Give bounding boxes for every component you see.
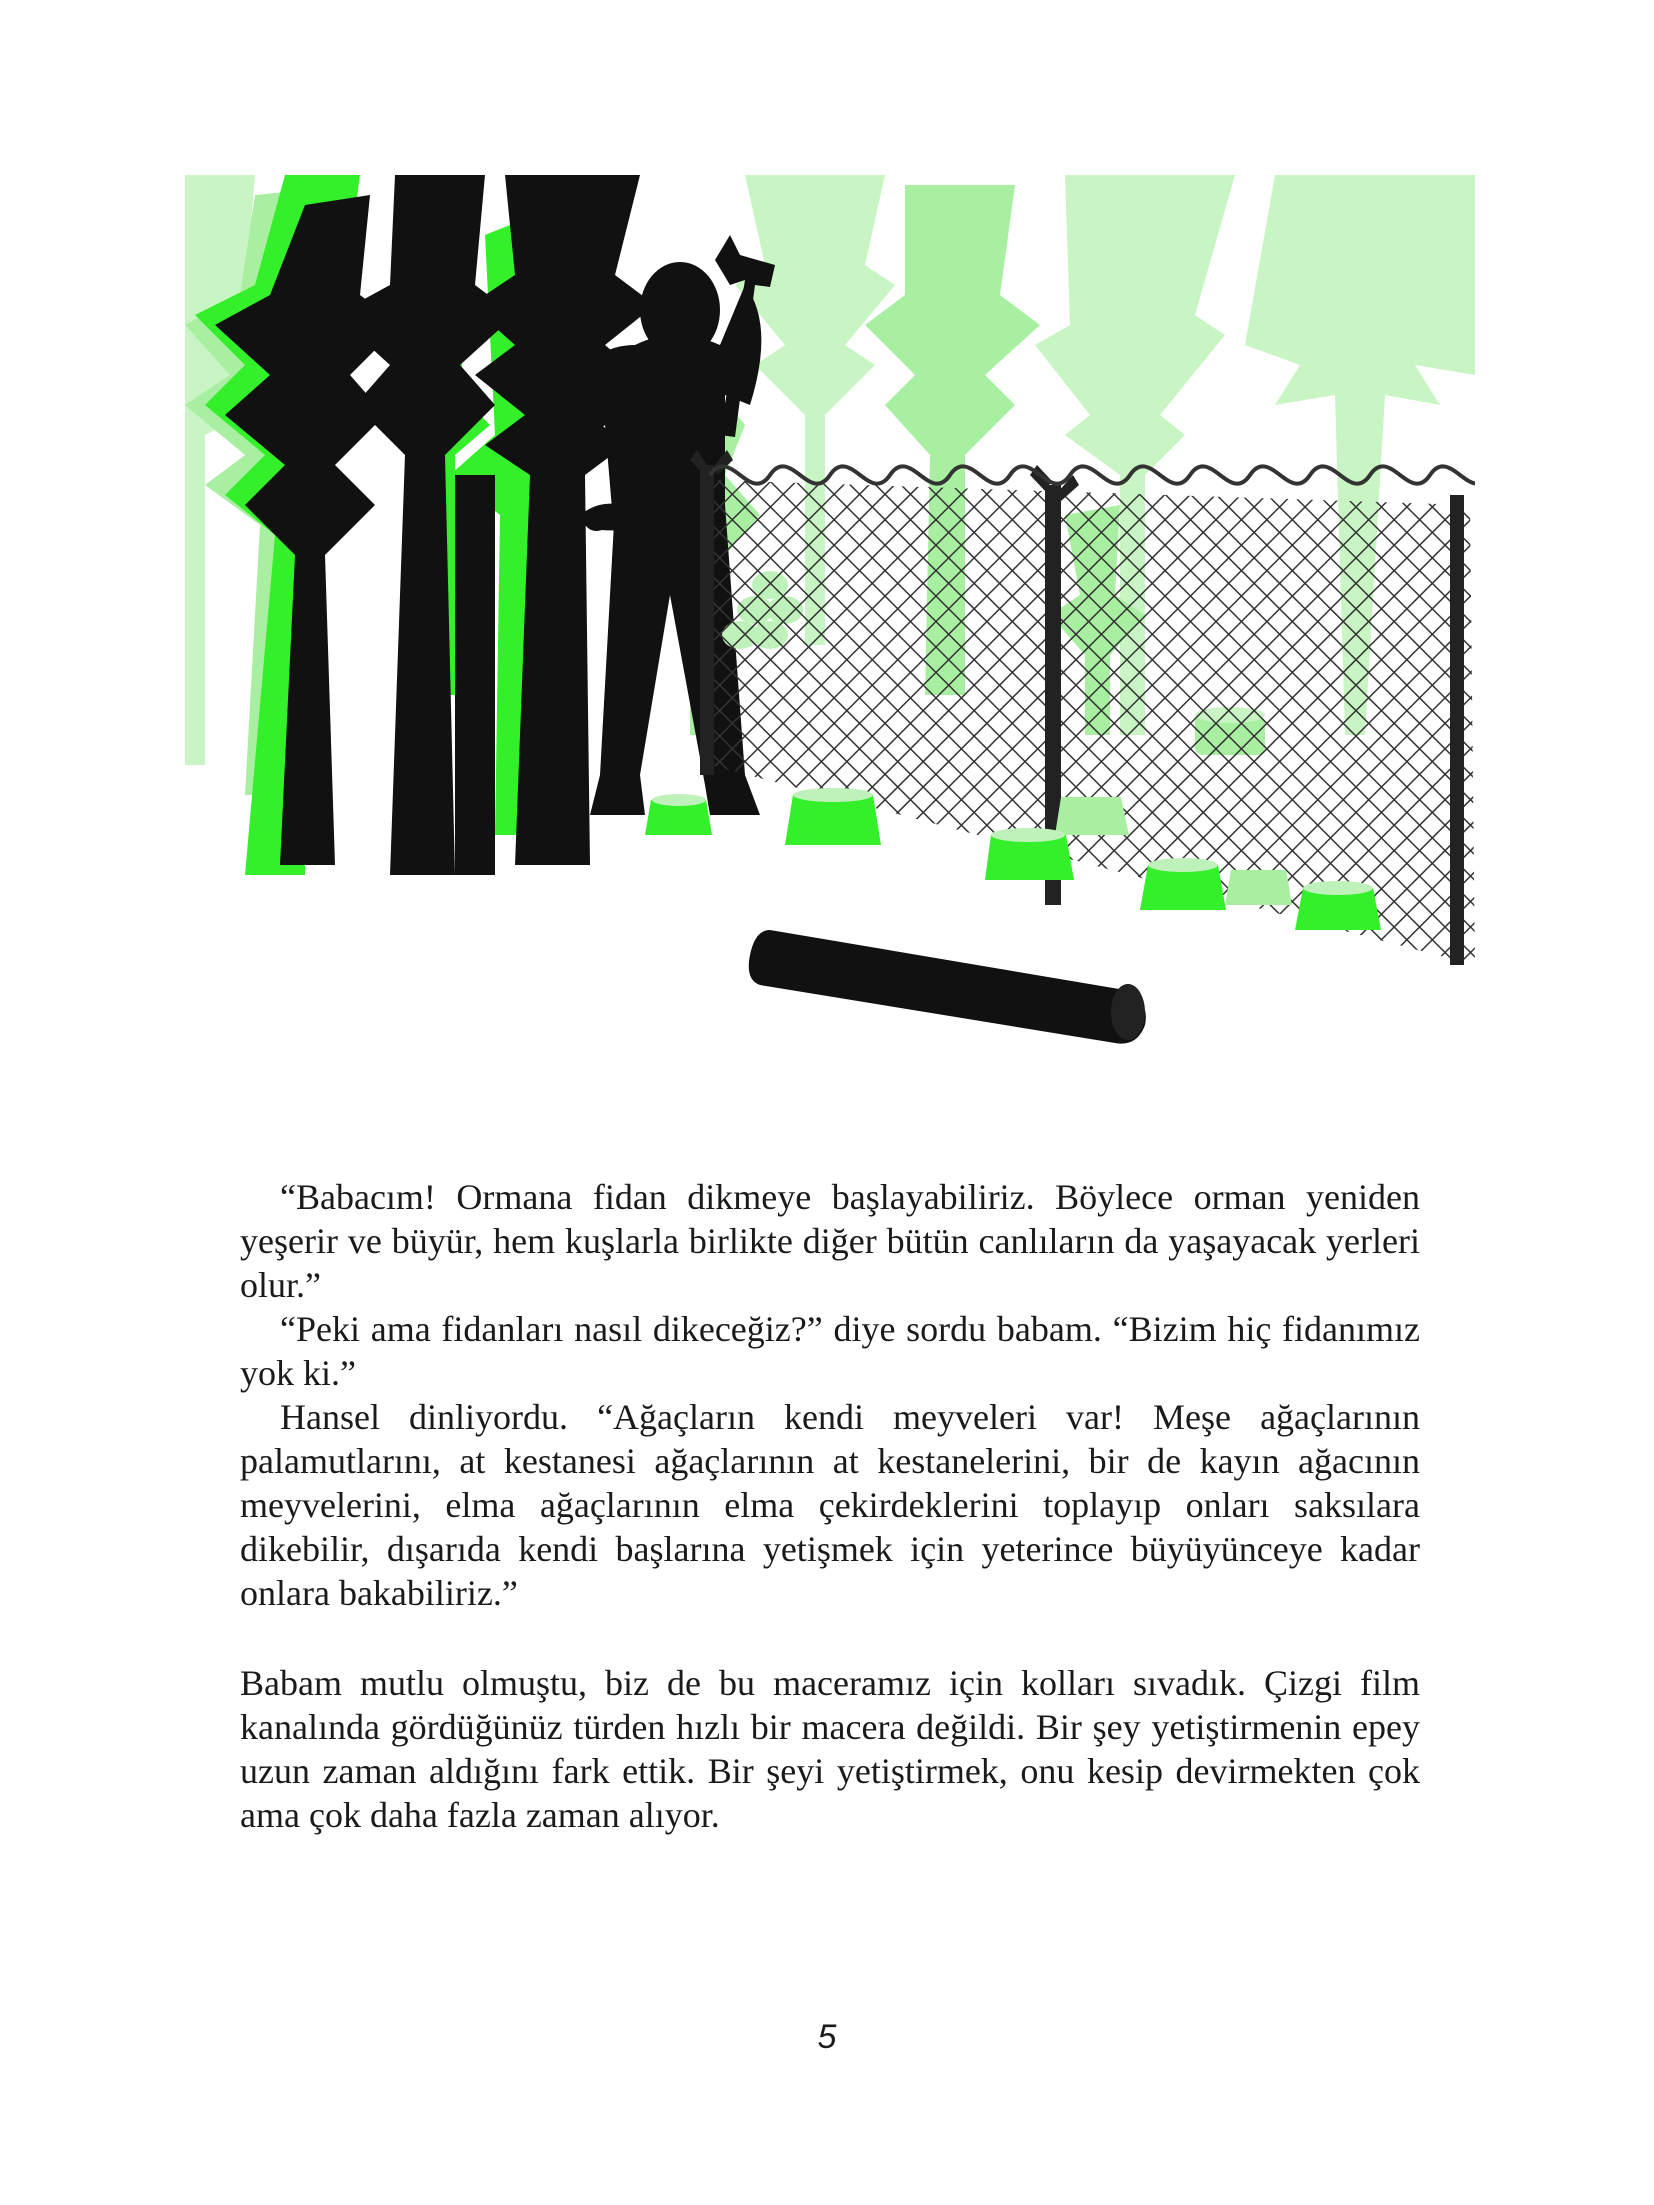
story-paragraph: “Babacım! Ormana fidan dikmeye başlayabiliriz. Böylece orman yeniden yeşerir ve büyür, hem kuşlarla birlikte diğer bütün canlıların da yaşayacak yerleri olur.” [240, 1177, 1420, 1305]
page-number: 5 [817, 2018, 837, 2056]
forest-illustration [185, 175, 1475, 1045]
story-paragraph: Hansel dinliyordu. “Ağaçların kendi meyveleri var! Meşe ağaçlarının palamutlarını, at kestanesi ağaçlarının at kestanelerini, bir de kayın ağacının meyvelerini, elma ağaçlarının elma çekirdeklerini toplayıp onları saksılara dikebilir, dışarıda kendi başlarına yetişmek için yeterince büyüyünceye kadar onlara bakabiliriz.” [240, 1397, 1420, 1613]
fallen-log [749, 930, 1146, 1044]
paragraph-gap [240, 1615, 1420, 1661]
story-paragraph: Babam mutlu olmuştu, biz de bu maceramız için kolları sıvadık. Çizgi film kanalında gördüğünüz türden hızlı bir macera değildi. Bir şey yetiştirmenin epey uzun zaman aldığını fark ettik. Bir şeyi yetiştirmek, onu kesip devirmekten çok ama çok daha fazla zaman alıyor. [240, 1663, 1420, 1835]
story-text [240, 1175, 1420, 1837]
forest-woodcutter-icon [185, 175, 1475, 1045]
story-paragraph: “Peki ama fidanları nasıl dikeceğiz?” diye sordu babam. “Bizim hiç fidanımız yok ki.” [240, 1309, 1420, 1393]
